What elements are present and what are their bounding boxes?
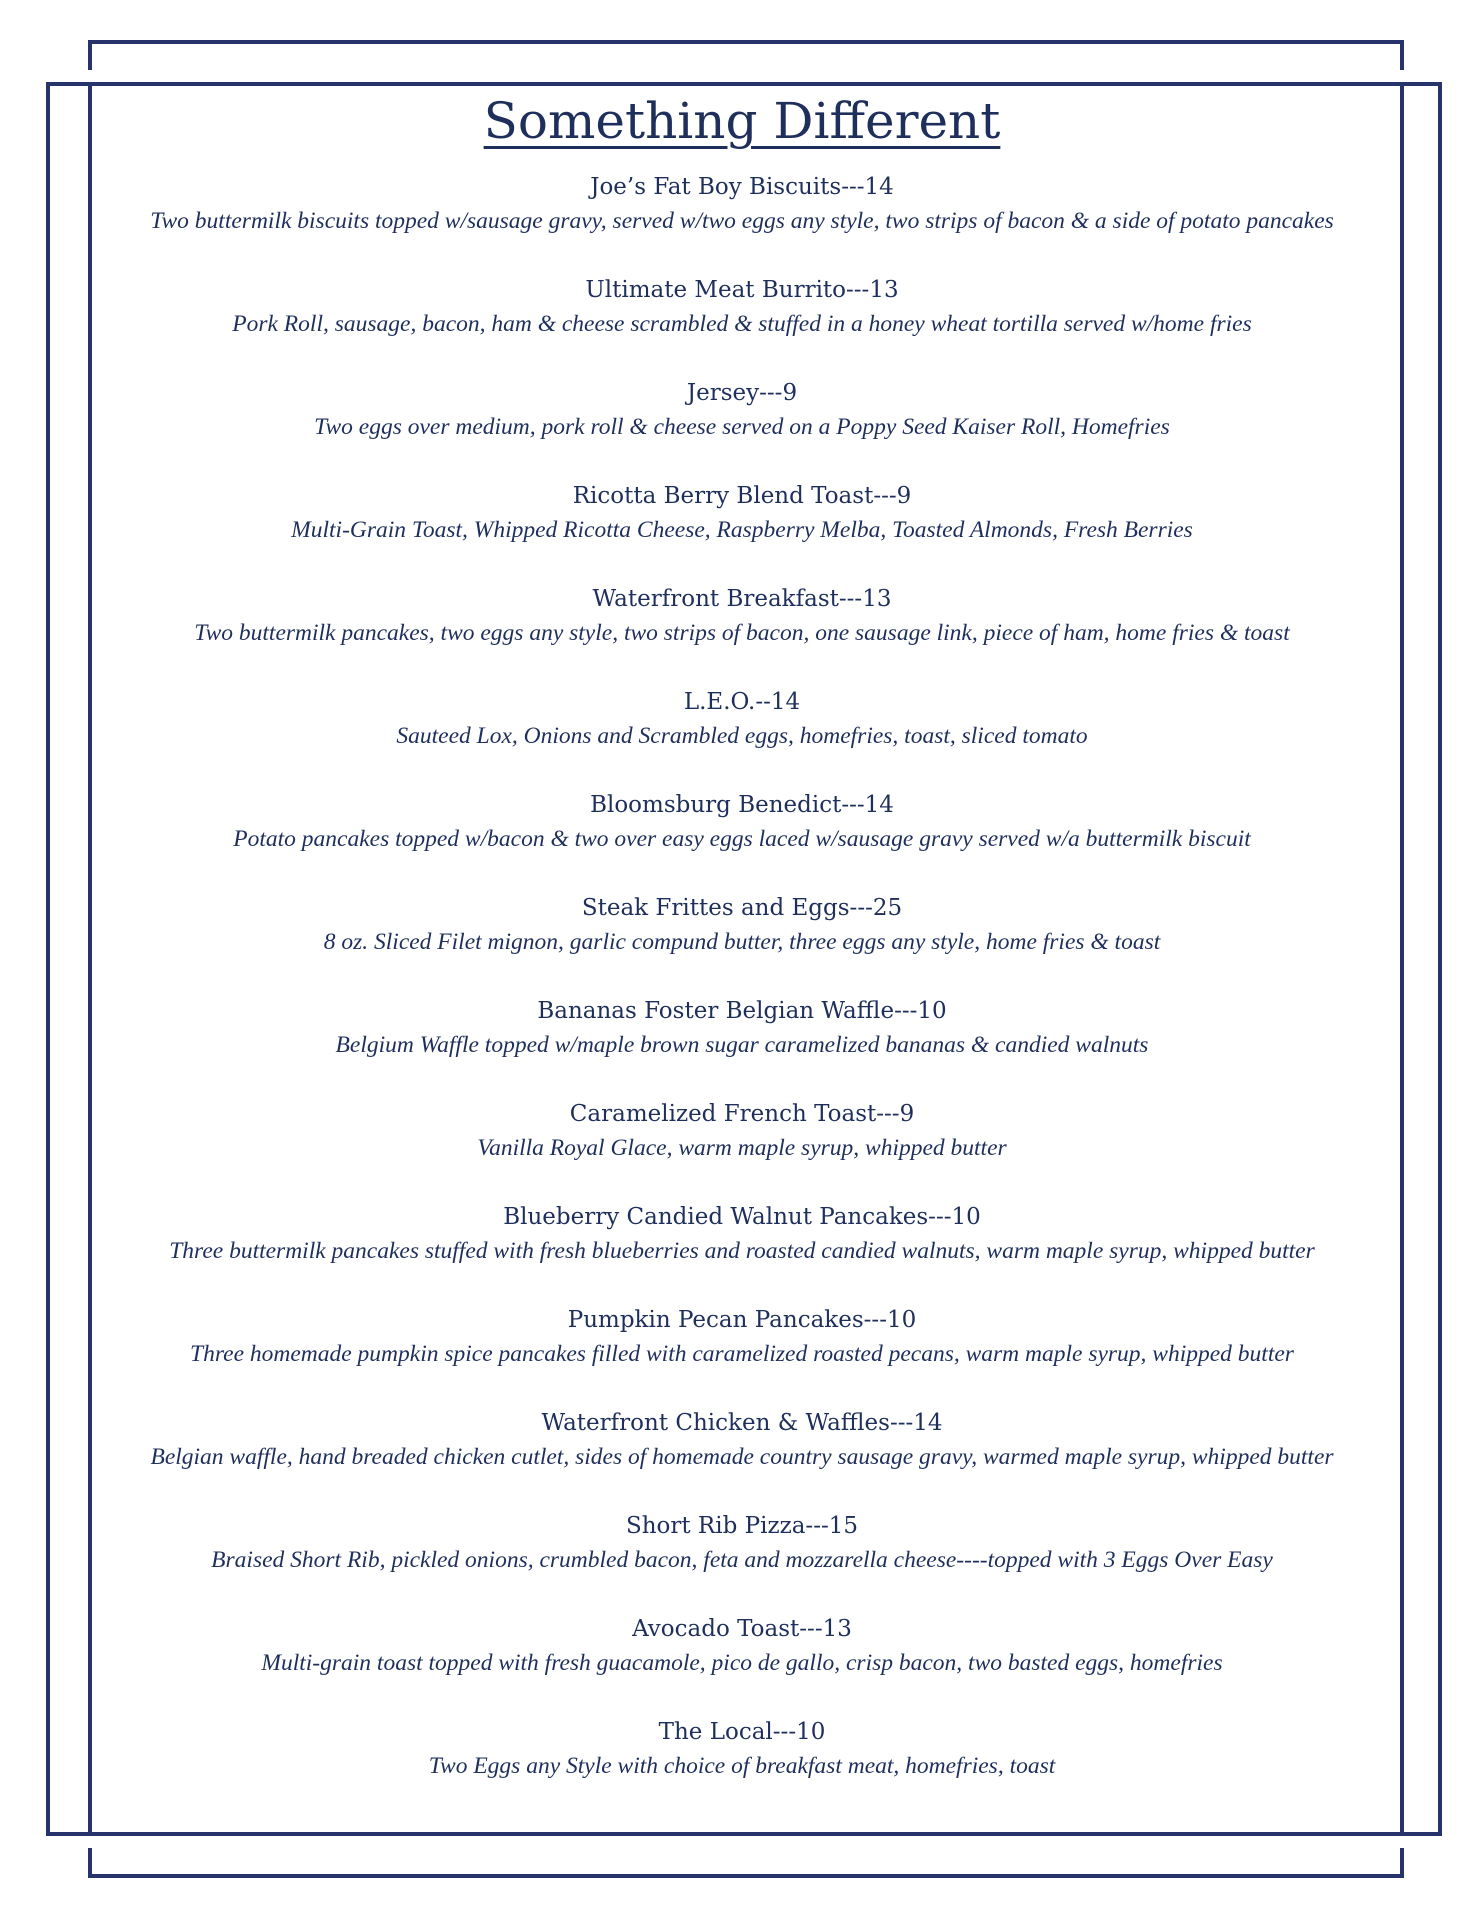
menu-item (62, 1097, 1422, 1165)
menu-item (62, 1303, 1422, 1371)
menu-item-description: Two eggs over medium, pork roll & cheese served on a Poppy Seed Kaiser Roll, Homefries (314, 414, 1170, 440)
menu-item (62, 376, 1422, 444)
menu-item-name: Pumpkin Pecan Pancakes---10 (567, 1307, 917, 1333)
menu-item-name: Blueberry Candied Walnut Pancakes---10 (503, 1204, 981, 1230)
menu-item-description: Vanilla Royal Glace, warm maple syrup, whipped butter (477, 1135, 1007, 1161)
menu-item (62, 788, 1422, 856)
menu-item-name: Steak Frittes and Eggs---25 (581, 895, 903, 921)
menu-item-description: Belgium Waffle topped w/maple brown sugar caramelized bananas & candied walnuts (335, 1032, 1149, 1058)
menu-item-name: Joe’s Fat Boy Biscuits---14 (590, 174, 894, 200)
menu-item-name: Ricotta Berry Blend Toast---9 (572, 483, 912, 509)
menu-item-name: Waterfront Breakfast---13 (592, 586, 892, 612)
menu-item (62, 685, 1422, 753)
menu-item (62, 170, 1422, 238)
menu-item-description: Two Eggs any Style with choice of breakfast meat, homefries, toast (428, 1753, 1056, 1779)
menu-item (62, 479, 1422, 547)
menu-item (62, 582, 1422, 650)
menu-item (62, 1509, 1422, 1577)
menu-item-description: Potato pancakes topped w/bacon & two over easy eggs laced w/sausage gravy served w/a buttermilk biscuit (233, 826, 1251, 852)
menu-item (62, 1612, 1422, 1680)
menu-item-description: Three homemade pumpkin spice pancakes filled with caramelized roasted pecans, warm maple syrup, whipped butter (190, 1341, 1294, 1367)
menu-item-description: Sauteed Lox, Onions and Scrambled eggs, homefries, toast, sliced tomato (396, 723, 1088, 749)
menu-item-description: Belgian waffle, hand breaded chicken cutlet, sides of homemade country sausage gravy, warmed maple syrup, whipped butter (150, 1444, 1334, 1470)
menu-item-name: Bloomsburg Benedict---14 (590, 792, 894, 818)
menu-item-name: Avocado Toast---13 (632, 1616, 852, 1642)
menu-item-name: Bananas Foster Belgian Waffle---10 (537, 998, 947, 1024)
menu-content (62, 80, 1422, 1818)
menu-item-description: Braised Short Rib, pickled onions, crumbled bacon, feta and mozzarella cheese----topped with 3 Eggs Over Easy (211, 1547, 1273, 1573)
frame-gap (88, 1836, 92, 1848)
menu-item (62, 1406, 1422, 1474)
menu-title: Something Different (483, 92, 1001, 150)
menu-item (62, 994, 1422, 1062)
menu-item-description: Three buttermilk pancakes stuffed with fresh blueberries and roasted candied walnuts, warm maple syrup, whipped butter (169, 1238, 1315, 1264)
menu-item (62, 1715, 1422, 1783)
menu-item-name: Caramelized French Toast---9 (569, 1101, 915, 1127)
menu-item-name: Waterfront Chicken & Waffles---14 (541, 1410, 943, 1436)
menu-item-description: Multi-Grain Toast, Whipped Ricotta Cheese, Raspberry Melba, Toasted Almonds, Fresh Berries (291, 517, 1193, 543)
menu-item-description: Pork Roll, sausage, bacon, ham & cheese scrambled & stuffed in a honey wheat tortilla served w/home fries (232, 311, 1252, 337)
frame-gap (1400, 1836, 1404, 1848)
menu-item-name: The Local---10 (658, 1719, 826, 1745)
menu-item (62, 1200, 1422, 1268)
menu-item (62, 273, 1422, 341)
menu-item-description: Multi-grain toast topped with fresh guacamole, pico de gallo, crisp bacon, two basted eggs, homefries (261, 1650, 1223, 1676)
menu-item-description: Two buttermilk biscuits topped w/sausage gravy, served w/two eggs any style, two strips of bacon & a side of potato pancakes (150, 208, 1334, 234)
menu-items (62, 170, 1422, 1783)
menu-item (62, 891, 1422, 959)
menu-item-name: Ultimate Meat Burrito---13 (585, 277, 899, 303)
menu-item-name: L.E.O.--14 (683, 689, 801, 715)
menu-item-name: Short Rib Pizza---15 (625, 1513, 859, 1539)
menu-item-name: Jersey---9 (686, 380, 798, 406)
menu-item-description: 8 oz. Sliced Filet mignon, garlic compund butter, three eggs any style, home fries & toast (323, 929, 1161, 955)
menu-item-description: Two buttermilk pancakes, two eggs any style, two strips of bacon, one sausage link, piece of ham, home fries & toast (194, 620, 1290, 646)
